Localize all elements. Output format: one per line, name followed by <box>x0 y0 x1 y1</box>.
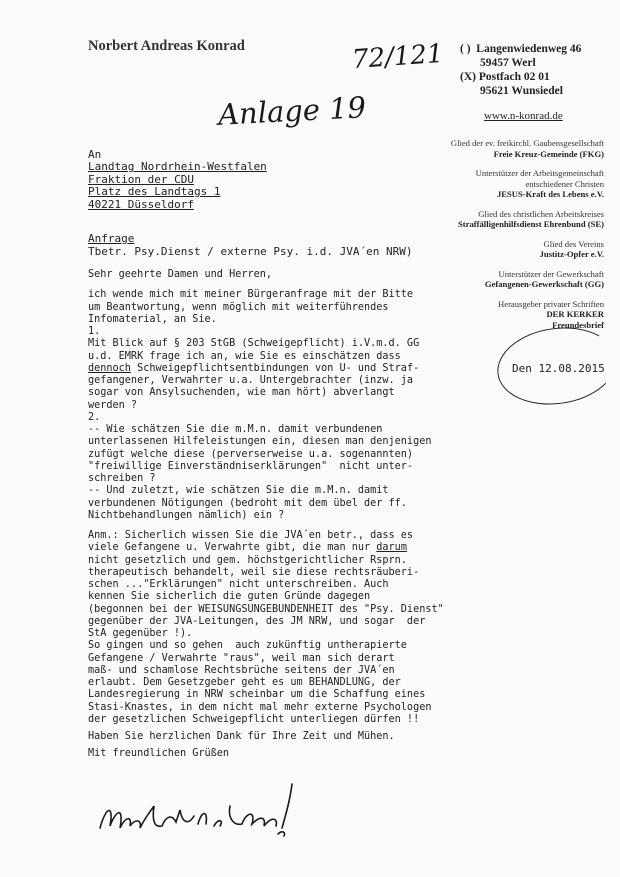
author-name: Norbert Andreas Konrad <box>88 38 245 54</box>
salutation: Sehr geehrte Damen und Herren, <box>88 269 273 280</box>
organization-name: Justitz-Opfer e.V. <box>539 249 604 259</box>
text-line: nicht gesetzlich und gem. höchstgerichtlicher Rsprn. <box>88 554 407 566</box>
text-line: kennen Sie sicherlich die guten Gründe dagegen <box>88 591 371 603</box>
text-line: -- Wie schätzen Sie die m.M.n. damit verbundenen <box>88 424 383 435</box>
subject-text: Tbetr. Psy.Dienst / externe Psy. i.d. JVA´en NRW) <box>88 244 413 258</box>
thanks-line: Haben Sie herzlichen Dank für Ihre Zeit und Mühen. <box>88 731 395 742</box>
text-line: gegenüber der JVA-Leitungen, des JM NRW, und sogar der <box>88 615 426 627</box>
organization-description: Unterstützer der Arbeitsgemeinschaft <box>475 168 604 178</box>
recipient-line: Platz des Landtags 1 <box>88 185 221 199</box>
organization-description: Glied des Vereins <box>543 238 604 249</box>
recipient-line: 40221 Düsseldorf <box>88 197 194 211</box>
organization-name: DER KERKER <box>546 309 604 319</box>
text-line: ich wende mich mit meiner Bürgeranfrage mit der Bitte <box>88 289 414 301</box>
text-line: schen ..."Erklärungen" nicht unterschreiben. Auch <box>88 579 389 590</box>
text-line: StA gegenüber !). <box>88 628 193 639</box>
sender-address <box>460 42 581 98</box>
text-line: unterlassenen Hilfeleistungen ein, diesen man denjenigen <box>88 436 432 448</box>
organization-description: Glied des christlichen Arbeitskreises <box>478 208 604 219</box>
recipient-line: Landtag Nordrhein-Westfalen <box>88 160 267 174</box>
text-line: Landesregierung in NRW scheinbar um die Schaffung eines <box>88 689 426 701</box>
text-line: Stasi-Knastes, in dem nicht mal mehr externe Psychologen <box>88 701 432 713</box>
recipient-block <box>88 149 267 211</box>
text-line: therapeutisch behandelt, weil sie diese rechtsräuberi- <box>88 566 420 578</box>
question-1-number: 1. <box>88 326 101 337</box>
letter-body <box>88 269 458 761</box>
closing-line: Mit freundlichen Grüßen <box>88 748 230 760</box>
organization-name: Gefangenen-Gewerkschaft (GG) <box>484 279 604 289</box>
address-line-werl: ( ) Langenwiedenweg 46 <box>460 43 582 55</box>
text-line: So gingen und so gehen auch zukünftig untherapierte <box>88 640 407 652</box>
website-link[interactable]: www.n-konrad.de <box>484 110 563 122</box>
text-line: verbundenen Nötigungen (bedroht mit dem übel der ff. <box>88 497 407 509</box>
text-line: sogar von Ansylsuchenden, wie man hört) abverlangt <box>88 387 395 399</box>
organization-entry <box>384 138 604 159</box>
text-line: Anm.: Sicherlich wissen Sie die JVA´en betr., dass es <box>88 530 414 541</box>
organization-name: Straffälligenhilfsdienst Ehrenbund (SE) <box>458 219 604 229</box>
text-line: Gefangene / Verwahrte "raus", weil man sich derart <box>88 652 395 664</box>
text-line: zufügt welche diese (perverserweise u.a. sogenannten) <box>88 448 414 460</box>
remark-paragraph <box>88 530 458 726</box>
organization-name: Freie Kreuz-Gemeinde (FKG) <box>493 148 604 159</box>
text-line: (begonnen bei der WEISUNGSUNGEBUNDENHEIT des "Psy. Dienst" <box>88 603 444 615</box>
organization-extra: Freundesbrief <box>552 319 604 330</box>
question-1 <box>88 338 458 412</box>
file-number-handwritten: 72/121 <box>351 38 445 76</box>
text-line: -- Und zuletzt, wie schätzen Sie die m.M.n. damit <box>88 485 389 497</box>
text-line: dennoch Schweigepflichtsentbindungen von U- und Straf- <box>88 362 420 374</box>
question-2 <box>88 424 458 522</box>
organization-description: entschiedener Christen <box>525 178 604 189</box>
text-line: maß- und schamlose Rechtsbrüche seitens der JVA´en <box>88 664 395 676</box>
organization-description: Herausgeber privater Schriften <box>498 298 604 309</box>
subject-block <box>88 233 413 258</box>
address-line-wunsiedel: (X) Postfach 02 01 <box>460 71 550 83</box>
text-line: Mit Blick auf § 203 StGB (Schweigepflicht) i.V.m.d. GG <box>88 338 420 350</box>
organization-entry <box>384 239 604 260</box>
text-line: u.d. EMRK frage ich an, wie Sie es einschätzen dass <box>88 350 401 362</box>
organization-name: JESUS-Kraft des Lebens e.V. <box>496 189 604 199</box>
question-2-number: 2. <box>88 411 101 423</box>
handwritten-signature <box>96 776 326 846</box>
text-line: werden ? <box>88 399 138 411</box>
anlage-handwritten: Anlage 19 <box>217 90 367 132</box>
recipient-line: An <box>88 148 102 161</box>
organization-description: Unterstützer der Gewerkschaft <box>498 268 604 279</box>
recipient-line: Fraktion der CDU <box>88 172 194 186</box>
text-line: Infomaterial, an Sie. <box>88 313 217 325</box>
subject-heading: Anfrage <box>88 232 135 245</box>
address-city-werl: 59457 Werl <box>480 57 536 69</box>
text-line: "freiwillige Einverständniserklärungen" nicht unter- <box>88 460 414 472</box>
text-line: gefangener, Verwahrter u.a. Untergebrachter (inzw. ja <box>88 375 414 386</box>
intro-paragraph <box>88 289 458 326</box>
text-line: viele Gefangene u. Verwahrte gibt, die man nur darum <box>88 542 407 554</box>
text-line: Nichtbehandlungen nämlich) ein ? <box>88 509 285 521</box>
organization-entry <box>384 209 604 230</box>
text-line: erlaubt. Dem Gesetzgeber geht es um BEHANDLUNG, der <box>88 677 401 688</box>
text-line: der gesetzlichen Schweigepflicht unterliegen dürfen !! <box>88 713 420 725</box>
address-city-wunsiedel: 95621 Wunsiedel <box>480 85 563 97</box>
text-line: schreiben ? <box>88 473 156 484</box>
text-line: um Beantwortung, wenn möglich mit weiterführendes <box>88 301 389 313</box>
organization-entry <box>384 168 604 200</box>
organization-description: Glied der ev. freikirchl. Gaubensgesellschaft <box>450 138 604 148</box>
letter-date: Den 12.08.2015 <box>512 362 605 375</box>
